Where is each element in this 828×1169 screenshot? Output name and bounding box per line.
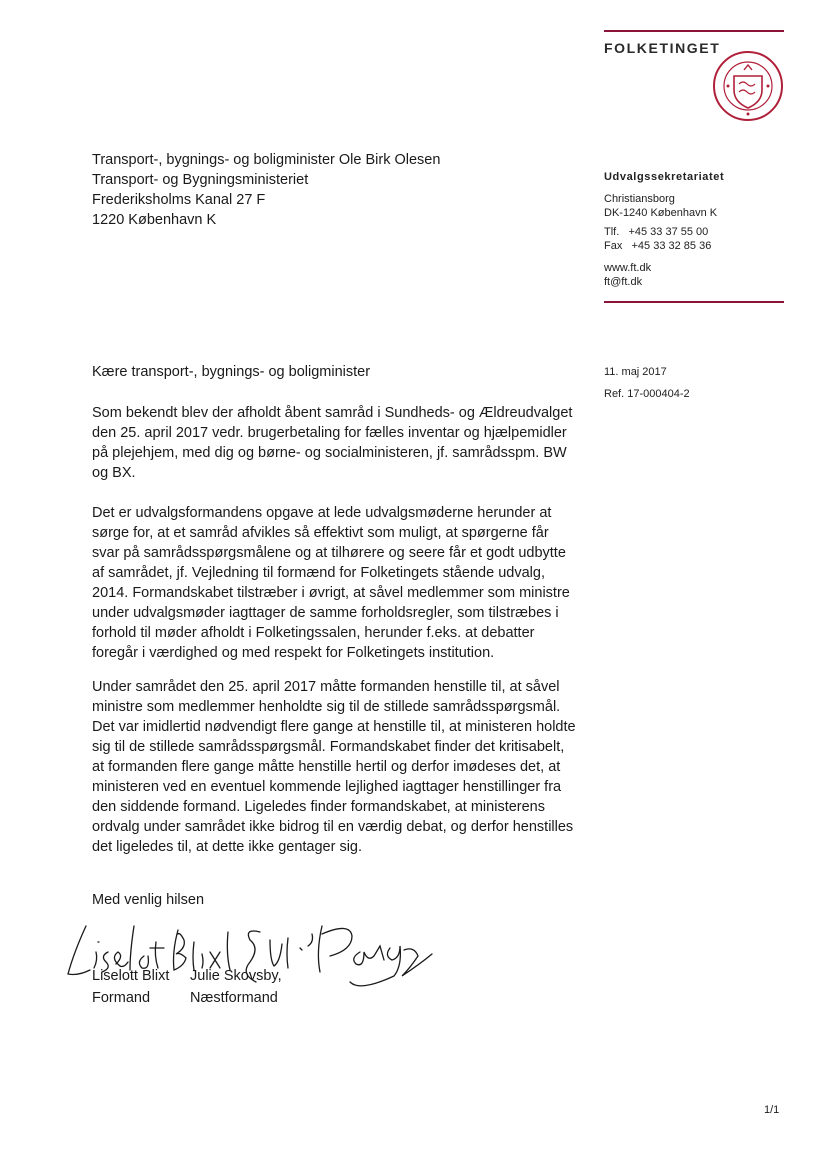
header-top-rule xyxy=(604,30,784,32)
paragraph-text: Som bekendt blev der afholdt åbent samråd i Sundheds- og Ældreudvalget den 25. april 2017 vedr. brugerbetaling for fælles inventar og hjælpemidler på plejehjem, med dig og børne- og socialministeren, jf. samrådsspm. BW og BX. xyxy=(92,405,573,481)
signatory-name: Liselott Blixt xyxy=(92,968,170,984)
paragraph-2 xyxy=(92,503,580,663)
paragraph-3 xyxy=(92,677,580,857)
sender-email: ft@ft.dk xyxy=(604,276,643,288)
recipient-line: 1220 København K xyxy=(92,212,217,228)
paragraph-text: Det er udvalgsformandens opgave at lede udvalgsmøderne herunder at sørge for, at et samråd afvikles så effektivt som muligt, at spørgerne får svar på samrådsspørgsmålene og at tilhørere og seere får et godt udbytte af samrådet, jf. Vejledning til formænd for Folketingets stående udvalg, 2014. Formandskabet tilstræber i øvrigt, at såvel medlemmer som ministre under udvalgsmøder iagttager de samme forholdsregler, som tilstræbes i forhold til møder afholdt i Folketingssalen, herunder f.eks. at debatter foregår i værdighed og med respekt for Folketingets institution. xyxy=(92,505,570,661)
sender-phone: Tlf. +45 33 37 55 00 xyxy=(604,226,709,238)
signatory-role: Næstformand xyxy=(190,990,278,1006)
sender-block xyxy=(604,170,724,289)
recipient-address xyxy=(92,150,440,230)
signatory-chair xyxy=(92,965,169,1009)
sender-address-line: Christiansborg xyxy=(604,193,675,205)
sender-web: www.ft.dk xyxy=(604,262,652,274)
page-number: 1/1 xyxy=(764,1104,780,1116)
sender-bottom-rule xyxy=(604,301,784,303)
folketinget-seal-icon xyxy=(712,50,784,122)
recipient-line: Transport- og Bygningsministeriet xyxy=(92,172,309,188)
recipient-line: Transport-, bygnings- og boligminister Ole Birk Olesen xyxy=(92,152,441,168)
signatory-name: Julie Skovsby, xyxy=(190,968,282,984)
recipient-line: Frederiksholms Kanal 27 F xyxy=(92,192,266,208)
sender-fax: Fax +45 33 32 85 36 xyxy=(604,240,712,252)
letter-date: 11. maj 2017 xyxy=(604,366,667,378)
signatory-role: Formand xyxy=(92,990,151,1006)
sender-address-line: DK-1240 København K xyxy=(604,207,718,219)
letter-reference: Ref. 17-000404-2 xyxy=(604,388,690,400)
brand-name: FOLKETINGET xyxy=(604,40,721,56)
paragraph-text: Under samrådet den 25. april 2017 måtte formanden henstille til, at såvel ministre som medlemmer henholdte sig til de stillede samrådsspørgsmål. Det var imidlertid nødvendigt flere gange at henstille til, at ministeren holdte sig til de stillede samrådsspørgsmål. Formandskabet finder det kritisabelt, at formanden flere gange måtte henstille hertil og derfor imødeses det, at ministeren ved en eventuel kommende lejlighed iagttager henstillinger fra den siddende formand. Ligeledes finder formandskabet, at ministerens ordvalg under samrådet ikke bidrog til en værdig debat, og derfor henstilles det ligeledes til, at dette ikke gentager sig. xyxy=(92,679,576,855)
paragraph-1 xyxy=(92,403,580,483)
signatory-vice-chair xyxy=(190,965,282,1009)
closing: Med venlig hilsen xyxy=(92,892,205,908)
sender-department: Udvalgssekretariatet xyxy=(604,171,725,183)
salutation: Kære transport-, bygnings- og boligminister xyxy=(92,364,371,380)
